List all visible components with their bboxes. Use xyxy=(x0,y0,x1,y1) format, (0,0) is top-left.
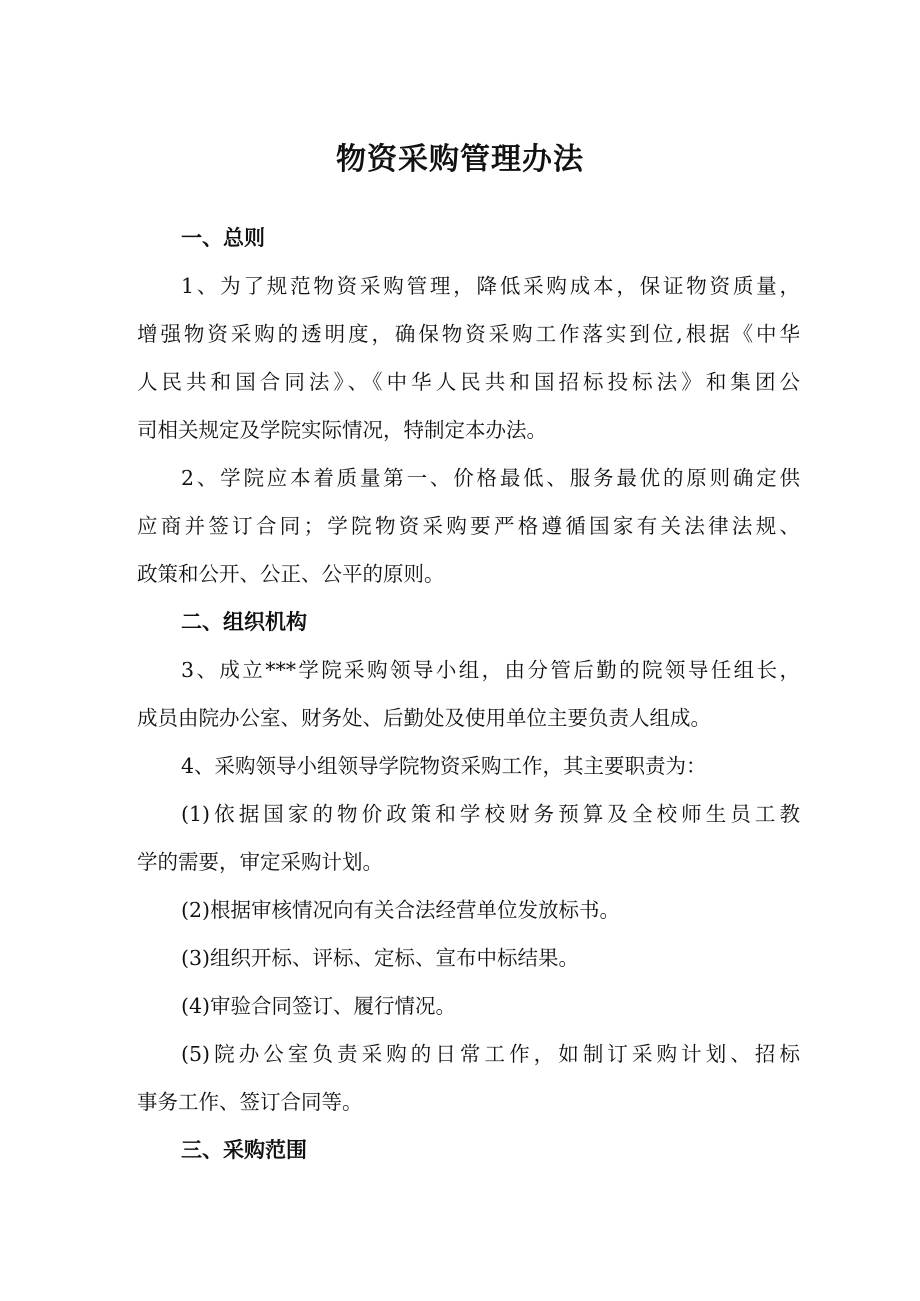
paragraph-1 xyxy=(137,262,800,454)
paragraph-9 xyxy=(137,1030,800,1126)
paragraph-line: 政策和公开、公正、公平的原则。 xyxy=(137,562,445,586)
paragraph-line: 2、学院应本着质量第一、价格最低、服务最优的原则确定供 xyxy=(181,466,800,490)
paragraph-2 xyxy=(137,454,800,598)
paragraph-line: 人民共和国合同法》、《中华人民共和国招标投标法》和集团公 xyxy=(137,370,800,394)
paragraph-line: 成员由院办公室、财务处、后勤处及使用单位主要负责人组成。 xyxy=(137,706,711,730)
paragraph-7 xyxy=(137,934,800,982)
paragraph-line: (5)院办公室负责采购的日常工作，如制订采购计划、招标 xyxy=(181,1042,800,1066)
document-body xyxy=(137,214,800,1174)
paragraph-line: (4)审验合同签订、履行情况。 xyxy=(181,994,457,1018)
section-heading-organization: 二、组织机构 xyxy=(181,610,307,634)
document-title: 物资采购管理办法 xyxy=(336,142,584,177)
paragraph-line: 4、采购领导小组领导学院物资采购工作，其主要职责为： xyxy=(181,754,707,778)
paragraph-line: (2)根据审核情况向有关合法经营单位发放标书。 xyxy=(181,898,621,922)
section-heading-scope: 三、采购范围 xyxy=(181,1138,307,1162)
paragraph-3 xyxy=(137,646,800,742)
paragraph-line: 1、为了规范物资采购管理，降低采购成本，保证物资质量， xyxy=(181,274,800,298)
paragraph-line: 3、成立***学院采购领导小组，由分管后勤的院领导任组长， xyxy=(181,658,800,682)
paragraph-line: 学的需要，审定采购计划。 xyxy=(137,850,383,874)
paragraph-line: 司相关规定及学院实际情况，特制定本办法。 xyxy=(137,418,547,442)
paragraph-6 xyxy=(137,886,800,934)
paragraph-line: (3)组织开标、评标、定标、宣布中标结果。 xyxy=(181,946,580,970)
section-heading-general: 一、总则 xyxy=(181,226,265,250)
paragraph-line: 增强物资采购的透明度，确保物资采购工作落实到位,根据《中华 xyxy=(137,322,800,346)
paragraph-line: 应商并签订合同；学院物资采购要严格遵循国家有关法律法规、 xyxy=(137,514,800,538)
paragraph-line: (1)依据国家的物价政策和学校财务预算及全校师生员工教 xyxy=(181,802,800,826)
paragraph-line: 事务工作、签订合同等。 xyxy=(137,1090,363,1114)
paragraph-5 xyxy=(137,790,800,886)
paragraph-4 xyxy=(137,742,800,790)
paragraph-8 xyxy=(137,982,800,1030)
